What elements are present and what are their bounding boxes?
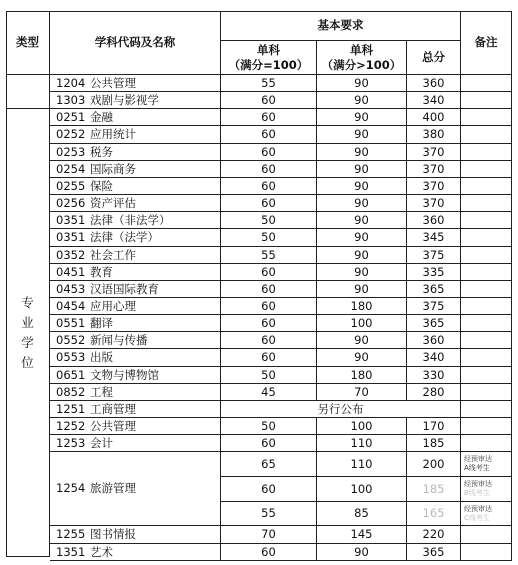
remark-line: A线考生 bbox=[464, 464, 490, 472]
remark-cell bbox=[461, 144, 512, 161]
subject-code: 0453 bbox=[56, 281, 86, 296]
remark-cell bbox=[461, 212, 512, 229]
score-total: 185 bbox=[407, 477, 461, 502]
subject-cell bbox=[50, 109, 221, 126]
header-total: 总分 bbox=[407, 41, 461, 75]
score-single-100: 55 bbox=[221, 75, 317, 92]
subject-name: 工程 bbox=[90, 384, 113, 399]
score-total: 375 bbox=[407, 247, 461, 264]
score-single-100: 50 bbox=[221, 229, 317, 247]
score-total: 400 bbox=[407, 109, 461, 126]
subject-cell bbox=[50, 229, 221, 247]
score-single-100: 60 bbox=[221, 477, 317, 502]
score-single-gt100: 110 bbox=[317, 452, 407, 477]
remark-cell bbox=[461, 229, 512, 247]
remark-cell bbox=[461, 349, 512, 367]
score-single-gt100: 70 bbox=[317, 384, 407, 401]
score-total: 220 bbox=[407, 526, 461, 544]
subject-name: 工商管理 bbox=[90, 401, 136, 416]
subject-cell bbox=[50, 92, 221, 109]
score-single-100: 60 bbox=[221, 332, 317, 349]
subject-cell bbox=[50, 435, 221, 452]
score-single-100: 70 bbox=[221, 526, 317, 544]
score-total: 360 bbox=[407, 332, 461, 349]
subject-cell bbox=[50, 401, 221, 418]
subject-cell bbox=[50, 144, 221, 161]
header-single-100 bbox=[221, 41, 317, 75]
type-cell-academic bbox=[6, 75, 50, 109]
type-cell-professional-degree bbox=[6, 109, 50, 557]
subject-name: 图书情报 bbox=[90, 527, 136, 541]
subject-name: 公共管理 bbox=[90, 75, 136, 90]
subject-code: 1251 bbox=[56, 401, 86, 416]
score-single-100: 65 bbox=[221, 452, 317, 477]
score-single-gt100: 90 bbox=[317, 332, 407, 349]
score-single-gt100: 90 bbox=[317, 144, 407, 161]
remark-cell bbox=[461, 178, 512, 195]
header-single-gt100-line2: （满分>100） bbox=[321, 57, 402, 72]
subject-name: 会计 bbox=[90, 435, 113, 450]
score-single-gt100: 180 bbox=[317, 367, 407, 384]
remark-cell bbox=[461, 109, 512, 126]
header-single-gt100-line1: 单科 bbox=[350, 42, 373, 57]
subject-code: 0255 bbox=[56, 178, 86, 193]
score-single-gt100: 90 bbox=[317, 109, 407, 126]
subject-cell bbox=[50, 161, 221, 178]
subject-name: 戏剧与影视学 bbox=[90, 92, 159, 107]
subject-cell bbox=[50, 332, 221, 349]
subject-code: 0254 bbox=[56, 161, 86, 176]
score-single-gt100: 90 bbox=[317, 349, 407, 367]
score-single-100: 60 bbox=[221, 126, 317, 144]
subject-code: 0352 bbox=[56, 247, 86, 262]
score-single-100: 60 bbox=[221, 109, 317, 126]
remark-line: B线考生 bbox=[464, 489, 490, 497]
score-single-100: 60 bbox=[221, 144, 317, 161]
admission-score-table bbox=[6, 11, 512, 557]
score-total: 370 bbox=[407, 195, 461, 212]
score-single-gt100: 100 bbox=[317, 315, 407, 332]
score-total: 335 bbox=[407, 264, 461, 281]
header-subject: 学科代码及名称 bbox=[50, 11, 221, 75]
remark-cell bbox=[461, 126, 512, 144]
score-total: 370 bbox=[407, 144, 461, 161]
subject-cell bbox=[50, 526, 221, 544]
remark-cell bbox=[461, 315, 512, 332]
score-total: 185 bbox=[407, 435, 461, 452]
subject-name: 法律（非法学） bbox=[90, 212, 171, 227]
score-single-100: 60 bbox=[221, 298, 317, 315]
header-single-gt100 bbox=[317, 41, 407, 75]
subject-cell bbox=[50, 247, 221, 264]
merged-cell-announce-later: 另行公布 bbox=[221, 401, 461, 418]
type-char: 学 bbox=[21, 334, 34, 350]
header-remark: 备注 bbox=[461, 11, 512, 75]
subject-code: 0256 bbox=[56, 195, 86, 210]
remark-cell bbox=[461, 75, 512, 92]
subject-cell bbox=[50, 126, 221, 144]
subject-name: 应用心理 bbox=[90, 298, 136, 313]
score-single-gt100: 145 bbox=[317, 526, 407, 544]
subject-name: 汉语国际教育 bbox=[90, 281, 159, 296]
subject-code: 0552 bbox=[56, 332, 86, 347]
subject-cell bbox=[50, 544, 221, 561]
remark-cell bbox=[461, 502, 512, 526]
subject-code: 0551 bbox=[56, 315, 86, 330]
subject-cell bbox=[50, 367, 221, 384]
subject-name: 旅游管理 bbox=[90, 481, 136, 495]
subject-cell bbox=[50, 212, 221, 229]
header-single-100-line2: （满分=100） bbox=[228, 57, 309, 72]
subject-name: 税务 bbox=[90, 144, 113, 159]
score-single-gt100: 90 bbox=[317, 195, 407, 212]
score-single-gt100: 180 bbox=[317, 298, 407, 315]
subject-name: 出版 bbox=[90, 350, 113, 364]
subject-name: 法律（法学） bbox=[90, 230, 159, 244]
remark-cell bbox=[461, 332, 512, 349]
subject-code: 0454 bbox=[56, 298, 86, 313]
subject-name: 新闻与传播 bbox=[90, 332, 148, 347]
score-single-gt100: 90 bbox=[317, 178, 407, 195]
score-total: 340 bbox=[407, 349, 461, 367]
score-single-100: 50 bbox=[221, 212, 317, 229]
subject-code: 0252 bbox=[56, 127, 86, 141]
remark-cell bbox=[461, 401, 512, 418]
score-total: 380 bbox=[407, 126, 461, 144]
header-single-100-line1: 单科 bbox=[257, 42, 280, 57]
subject-cell bbox=[50, 298, 221, 315]
subject-code: 0351 bbox=[56, 230, 86, 244]
score-total: 340 bbox=[407, 92, 461, 109]
remark-cell bbox=[461, 435, 512, 452]
subject-code: 1253 bbox=[56, 435, 86, 450]
remark-cell bbox=[461, 418, 512, 435]
subject-code: 0251 bbox=[56, 109, 86, 124]
score-single-gt100: 90 bbox=[317, 544, 407, 561]
type-char: 业 bbox=[21, 314, 34, 330]
remark-cell bbox=[461, 298, 512, 315]
score-total: 200 bbox=[407, 452, 461, 477]
subject-name: 艺术 bbox=[90, 544, 113, 559]
subject-name: 翻译 bbox=[90, 315, 113, 330]
remark-cell bbox=[461, 281, 512, 298]
score-total: 375 bbox=[407, 298, 461, 315]
score-single-gt100: 90 bbox=[317, 92, 407, 109]
remark-cell bbox=[461, 477, 512, 502]
score-single-gt100: 90 bbox=[317, 75, 407, 92]
subject-code: 0253 bbox=[56, 144, 86, 159]
subject-name: 资产评估 bbox=[90, 195, 136, 210]
subject-code: 1254 bbox=[56, 481, 86, 495]
score-total: 360 bbox=[407, 212, 461, 229]
score-total: 365 bbox=[407, 544, 461, 561]
score-single-gt100: 90 bbox=[317, 126, 407, 144]
header-basic-requirement: 基本要求 bbox=[221, 11, 461, 41]
type-char: 位 bbox=[21, 354, 34, 370]
subject-cell bbox=[50, 315, 221, 332]
remark-cell bbox=[461, 384, 512, 401]
subject-code: 1204 bbox=[56, 75, 86, 90]
score-total: 345 bbox=[407, 229, 461, 247]
score-total: 365 bbox=[407, 281, 461, 298]
remark-cell bbox=[461, 367, 512, 384]
score-total: 365 bbox=[407, 315, 461, 332]
subject-cell bbox=[50, 349, 221, 367]
subject-name: 文物与博物馆 bbox=[90, 367, 159, 382]
subject-code: 0553 bbox=[56, 350, 86, 364]
score-single-100: 50 bbox=[221, 418, 317, 435]
remark-cell bbox=[461, 452, 512, 477]
subject-name: 公共管理 bbox=[90, 418, 136, 433]
score-total: 165 bbox=[407, 502, 461, 526]
subject-code: 0651 bbox=[56, 367, 86, 382]
remark-line: 经预审达 bbox=[464, 455, 492, 463]
score-single-gt100: 85 bbox=[317, 502, 407, 526]
subject-code: 1255 bbox=[56, 527, 86, 541]
subject-code: 1303 bbox=[56, 92, 86, 107]
type-char: 专 bbox=[21, 294, 34, 310]
subject-cell bbox=[50, 384, 221, 401]
score-single-gt100: 90 bbox=[317, 212, 407, 229]
score-single-100: 60 bbox=[221, 161, 317, 178]
score-single-gt100: 90 bbox=[317, 229, 407, 247]
subject-code: 0852 bbox=[56, 384, 86, 399]
remark-cell bbox=[461, 526, 512, 544]
subject-code: 0451 bbox=[56, 264, 86, 279]
score-total: 370 bbox=[407, 178, 461, 195]
score-single-100: 60 bbox=[221, 92, 317, 109]
subject-cell bbox=[50, 418, 221, 435]
score-total: 360 bbox=[407, 75, 461, 92]
score-single-100: 50 bbox=[221, 367, 317, 384]
score-total: 170 bbox=[407, 418, 461, 435]
score-single-gt100: 110 bbox=[317, 435, 407, 452]
score-total: 330 bbox=[407, 367, 461, 384]
score-single-100: 60 bbox=[221, 544, 317, 561]
remark-cell bbox=[461, 92, 512, 109]
remark-line: 经预审达 bbox=[464, 480, 492, 488]
subject-cell bbox=[50, 195, 221, 212]
score-single-gt100: 90 bbox=[317, 247, 407, 264]
score-total: 280 bbox=[407, 384, 461, 401]
header-type: 类型 bbox=[6, 11, 50, 75]
subject-cell bbox=[50, 264, 221, 281]
score-single-100: 60 bbox=[221, 195, 317, 212]
score-single-100: 60 bbox=[221, 281, 317, 298]
score-total: 370 bbox=[407, 161, 461, 178]
subject-name: 金融 bbox=[90, 109, 113, 124]
score-single-100: 60 bbox=[221, 315, 317, 332]
remark-cell bbox=[461, 195, 512, 212]
subject-code: 1252 bbox=[56, 418, 86, 433]
score-single-100: 60 bbox=[221, 349, 317, 367]
remark-line: 经预审达 bbox=[464, 504, 492, 513]
remark-cell bbox=[461, 161, 512, 178]
score-single-100: 55 bbox=[221, 247, 317, 264]
score-single-gt100: 100 bbox=[317, 418, 407, 435]
subject-name: 国际商务 bbox=[90, 161, 136, 176]
remark-cell bbox=[461, 544, 512, 561]
subject-cell bbox=[50, 75, 221, 92]
subject-name: 应用统计 bbox=[90, 127, 136, 141]
score-single-100: 60 bbox=[221, 178, 317, 195]
subject-cell bbox=[50, 281, 221, 298]
score-single-100: 45 bbox=[221, 384, 317, 401]
score-single-100: 60 bbox=[221, 264, 317, 281]
subject-cell bbox=[50, 452, 221, 526]
subject-name: 社会工作 bbox=[90, 247, 136, 262]
subject-cell bbox=[50, 178, 221, 195]
score-single-gt100: 90 bbox=[317, 281, 407, 298]
remark-line: C线考生 bbox=[464, 513, 490, 522]
score-single-gt100: 90 bbox=[317, 161, 407, 178]
score-single-100: 55 bbox=[221, 502, 317, 526]
subject-name: 教育 bbox=[90, 264, 113, 279]
remark-cell bbox=[461, 264, 512, 281]
subject-name: 保险 bbox=[90, 178, 113, 193]
subject-code: 0351 bbox=[56, 212, 86, 227]
subject-code: 1351 bbox=[56, 544, 86, 559]
score-single-100: 60 bbox=[221, 435, 317, 452]
score-single-gt100: 90 bbox=[317, 264, 407, 281]
remark-cell bbox=[461, 247, 512, 264]
score-single-gt100: 100 bbox=[317, 477, 407, 502]
